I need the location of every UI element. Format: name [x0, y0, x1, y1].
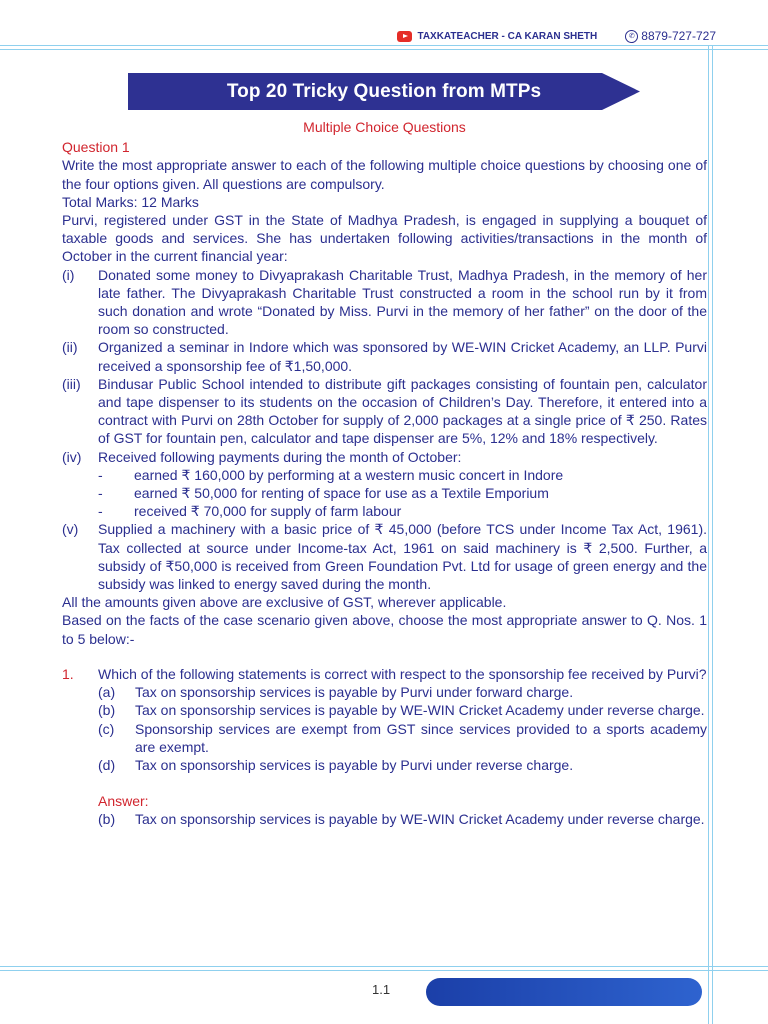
option-text: Sponsorship services are exempt from GST since services provided to a sports academy are exempt. [135, 720, 707, 755]
whatsapp-icon: ✆ [625, 30, 638, 43]
footer-bar [426, 978, 702, 1006]
top-frame-line-2 [0, 49, 768, 50]
payment-line [62, 484, 707, 502]
dash-marker: - [98, 466, 103, 483]
item-number: (i) [62, 266, 75, 283]
title-banner [128, 73, 640, 110]
bottom-frame-line-2 [0, 970, 768, 971]
top-frame-line [0, 45, 768, 46]
item-text: Supplied a machinery with a basic price of ₹ 45,000 (before TCS under Income Tax Act, 1961). Tax collected at source under Income-tax Act, 1961 on said machinery is ₹ 2,500. Further, a subsidy of ₹50,000 is received from Green Foundation Pvt. Ltd for usage of green energy and the subsidy was linked to energy saved during the month. [98, 521, 707, 593]
brand [397, 31, 597, 42]
option-d [98, 756, 707, 774]
payment-text: earned ₹ 50,000 for renting of space for use as a Textile Emporium [134, 485, 549, 502]
case-intro: Purvi, registered under GST in the State of Madhya Pradesh, is engaged in supplying a bouquet of taxable goods and services. She has undertaken following activities/transactions in the month of October in the current financial year: [62, 212, 707, 265]
item-number: (iv) [62, 448, 82, 465]
answer-text: Tax on sponsorship services is payable by WE-WIN Cricket Academy under reverse charge. [135, 811, 705, 828]
list-item [62, 520, 707, 593]
youtube-icon [397, 31, 412, 42]
section-heading: Multiple Choice Questions [303, 119, 466, 135]
option-a [98, 683, 707, 701]
page-title: Top 20 Tricky Question from MTPs [226, 81, 542, 102]
option-c [98, 720, 707, 756]
item-text: Bindusar Public School intended to distribute gift packages consisting of fountain pen, calculator and tape dispenser to its students on the occasion of Children’s Day. Therefore, it entered into a contract with Purvi on 28th October for supply of 2,000 packages at a single price of ₹ 250. Rates of GST for fountain pen, calculator and tape dispenser are 5%, 12% and 18% respectively. [98, 375, 707, 447]
item-number: (ii) [62, 339, 78, 356]
list-item [62, 266, 707, 339]
item-text: Organized a seminar in Indore which was sponsored by WE-WIN Cricket Academy, an LLP. Purvi received a sponsorship fee of ₹1,50,000. [98, 339, 707, 374]
question-body [98, 665, 707, 829]
phone-label: 8879-727-727 [641, 29, 716, 43]
phone [625, 29, 716, 43]
right-frame-line-2 [712, 45, 713, 1024]
option-text: Tax on sponsorship services is payable by WE-WIN Cricket Academy under reverse charge. [135, 702, 705, 719]
option-label: (a) [98, 684, 116, 701]
page-number: 1.1 [372, 982, 391, 997]
payment-text: received ₹ 70,000 for supply of farm labour [134, 503, 402, 520]
payment-line [62, 466, 707, 484]
payment-text: earned ₹ 160,000 by performing at a western music concert in Indore [134, 466, 564, 483]
dash-marker: - [98, 503, 103, 520]
page-header [397, 29, 716, 43]
item-number: (v) [62, 521, 79, 538]
document-body [62, 118, 707, 829]
payment-line [62, 502, 707, 520]
dash-marker: - [98, 485, 103, 502]
total-marks: Total Marks: 12 Marks [62, 193, 199, 210]
option-b [98, 701, 707, 719]
brand-label: TAXKATEACHER - CA KARAN SHETH [417, 30, 598, 42]
option-text: Tax on sponsorship services is payable by Purvi under forward charge. [135, 684, 574, 701]
answer-label: Answer: [98, 793, 149, 810]
question-number: 1. [62, 665, 74, 682]
option-label: (b) [98, 702, 116, 719]
question-text: Which of the following statements is correct with respect to the sponsorship fee received by Purvi? [98, 665, 707, 682]
question-heading: Question 1 [62, 139, 130, 156]
answer-option-label: (b) [98, 811, 116, 828]
right-frame-line [708, 45, 709, 1024]
bottom-frame-line [0, 966, 768, 967]
item-number: (iii) [62, 375, 81, 392]
list-item [62, 338, 707, 374]
based-on-note: Based on the facts of the case scenario given above, choose the most appropriate answer to Q. Nos. 1 to 5 below:- [62, 612, 707, 647]
item-text: Received following payments during the month of October: [98, 448, 462, 465]
answer [98, 810, 707, 828]
list-item [62, 448, 707, 466]
question-1 [62, 665, 707, 829]
item-text: Donated some money to Divyaprakash Charitable Trust, Madhya Pradesh, in the memory of her late father. The Divyaprakash Charitable Trust constructed a room in the school run by it from such donation and wrote “Donated by Miss. Purvi in the memory of her father” on the door of the room so constructed. [98, 266, 707, 338]
option-label: (d) [98, 756, 116, 773]
option-label: (c) [98, 720, 115, 737]
option-text: Tax on sponsorship services is payable by Purvi under reverse charge. [135, 756, 574, 773]
list-item [62, 375, 707, 448]
exclusive-note: All the amounts given above are exclusive of GST, wherever applicable. [62, 594, 507, 611]
intro-paragraph: Write the most appropriate answer to each of the following multiple choice questions by choosing one of the four options given. All questions are compulsory. [62, 157, 707, 192]
